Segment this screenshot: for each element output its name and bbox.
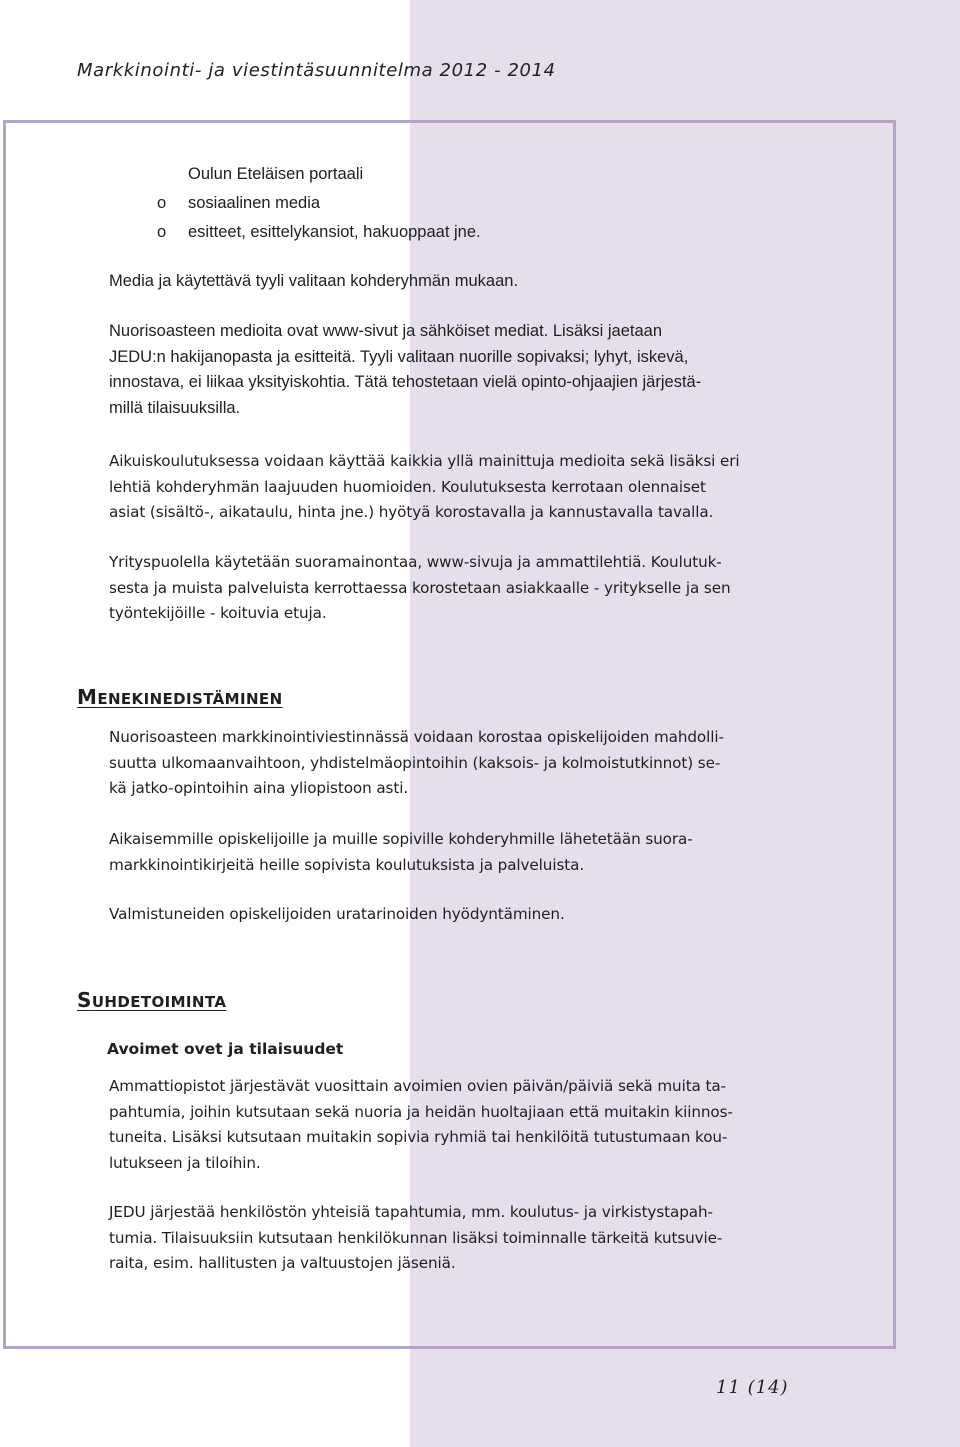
- list-item-text: esitteet, esittelykansiot, hakuoppaat jne.: [188, 223, 481, 241]
- paragraph-youth-media: [109, 319, 829, 421]
- text-line: pahtumia, joihin kutsutaan sekä nuoria ja heidän huoltajiaan että muitakin kiinnos-: [109, 1102, 733, 1121]
- page-number: 11 (14): [716, 1377, 789, 1398]
- text-line: Aikaisemmille opiskelijoille ja muille sopiville kohderyhmille lähetetään suora-: [109, 830, 693, 848]
- text-line: työntekijöille - koituvia etuja.: [109, 604, 327, 622]
- paragraph-exchange: [109, 725, 829, 802]
- bullet-marker: o: [157, 194, 167, 212]
- text-line: tuneita. Lisäksi kutsutaan muitakin sopivia ryhmiä tai henkilöitä tutustumaan kou-: [109, 1128, 728, 1146]
- paragraph-direct-marketing: [109, 827, 829, 878]
- text-line: raita, esim. hallitusten ja valtuustojen jäseniä.: [109, 1254, 456, 1272]
- paragraph-media-style: [109, 269, 829, 295]
- list-item: [109, 160, 481, 189]
- list-item-text: Oulun Eteläisen portaali: [188, 165, 364, 183]
- section-title-initial: S: [77, 988, 92, 1012]
- text-line: suutta ulkomaanvaihtoon, yhdistelmäopintoihin (kaksois- ja kolmoistutkinnot) se-: [109, 753, 721, 772]
- section-title-initial: M: [77, 685, 98, 709]
- text-line: sesta ja muista palveluista kerrottaessa korostetaan asiakkaalle - yritykselle ja sen: [109, 578, 731, 597]
- paragraph-business: [109, 550, 829, 627]
- text-line: markkinointikirjeitä heille sopivista koulutuksista ja palveluista.: [109, 855, 585, 874]
- section-title-rest: UHDETOIMINTA: [91, 993, 227, 1011]
- text-line: lehtiä kohderyhmän laajuuden huomioiden. Koulutuksesta kerrotaan olennaiset: [109, 477, 706, 496]
- paragraph-career-stories: [109, 902, 829, 928]
- text-line: kä jatko-opintoihin aina yliopistoon asti.: [109, 779, 409, 797]
- section-title-suhdetoiminta: [77, 988, 226, 1012]
- text-line: Ammattiopistot järjestävät vuosittain avoimien ovien päivän/päiviä sekä muita ta-: [109, 1077, 726, 1095]
- text-line: innostava, ei liikaa yksityiskohtia. Tätä tehostetaan vielä opinto-ohjaajien järjestä-: [109, 373, 702, 391]
- document-header-title: Markkinointi- ja viestintäsuunnitelma 2012 - 2014: [77, 60, 556, 81]
- text-line: Media ja käytettävä tyyli valitaan kohderyhmän mukaan.: [109, 272, 519, 290]
- text-line: JEDU:n hakijanopasta ja esitteitä. Tyyli valitaan nuorille sopivaksi; lyhyt, iskevä,: [109, 347, 689, 366]
- section-title-menekinedistaminen: [77, 685, 283, 709]
- paragraph-open-doors: [109, 1074, 829, 1176]
- text-line: JEDU järjestää henkilöstön yhteisiä tapahtumia, mm. koulutus- ja virkistystapah-: [109, 1203, 713, 1221]
- list-item: [109, 189, 481, 218]
- text-line: tumia. Tilaisuuksiin kutsutaan henkilökunnan lisäksi toiminnalle tärkeitä kutsuvie-: [109, 1228, 723, 1247]
- section-title-rest: ENEKINEDISTÄMINEN: [97, 690, 283, 708]
- channel-list: [109, 160, 481, 247]
- paragraph-adult-education: [109, 449, 829, 526]
- list-item: [109, 218, 481, 247]
- text-line: Yrityspuolella käytetään suoramainontaa, www-sivuja ja ammattilehtiä. Koulutuk-: [109, 553, 722, 571]
- paragraph-staff-events: [109, 1200, 829, 1277]
- text-line: Valmistuneiden opiskelijoiden uratarinoiden hyödyntäminen.: [109, 905, 565, 923]
- list-item-text: sosiaalinen media: [188, 194, 321, 212]
- bullet-marker: o: [157, 223, 167, 241]
- text-line: Nuorisoasteen medioita ovat www-sivut ja sähköiset mediat. Lisäksi jaetaan: [109, 322, 663, 340]
- text-line: Aikuiskoulutuksessa voidaan käyttää kaikkia yllä mainittuja medioita sekä lisäksi eri: [109, 452, 740, 470]
- text-line: asiat (sisältö-, aikataulu, hinta jne.) hyötyä korostavalla ja kannustavalla tavalla.: [109, 503, 714, 521]
- text-line: millä tilaisuuksilla.: [109, 398, 241, 417]
- subsection-title: Avoimet ovet ja tilaisuudet: [107, 1040, 344, 1058]
- text-line: lutukseen ja tiloihin.: [109, 1153, 261, 1172]
- text-line: Nuorisoasteen markkinointiviestinnässä voidaan korostaa opiskelijoiden mahdolli-: [109, 728, 724, 746]
